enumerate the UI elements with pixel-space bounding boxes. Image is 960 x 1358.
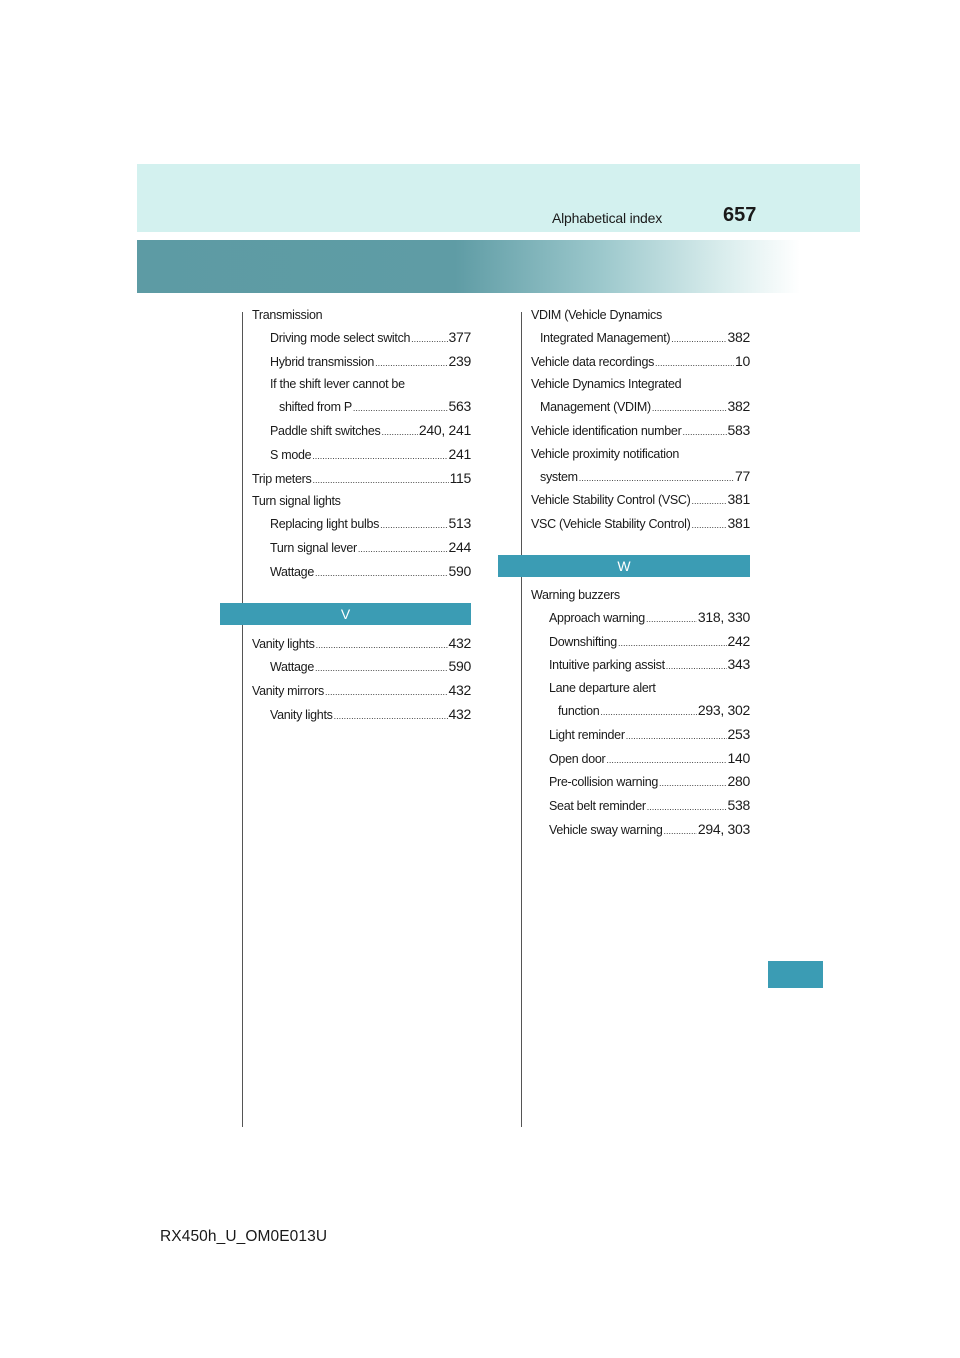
index-entry-page[interactable]: 77	[735, 467, 750, 484]
index-entry	[531, 631, 750, 655]
dot-leader	[671, 329, 726, 351]
index-entry-term: Intuitive parking assist	[549, 658, 665, 673]
index-entry	[252, 704, 471, 728]
index-entry-term: function	[558, 703, 600, 718]
index-entry-term: Hybrid transmission	[270, 354, 375, 369]
index-entry-term: Replacing light bulbs	[270, 517, 380, 532]
index-entry-term: Seat belt reminder	[549, 799, 646, 814]
index-entry	[531, 466, 750, 490]
index-entries-v	[252, 633, 471, 728]
index-entry	[531, 654, 750, 678]
index-entries-w	[531, 585, 750, 843]
index-entry	[531, 771, 750, 795]
index-entry-term: Management (VDIM)	[540, 400, 651, 415]
index-entry-term: Trip meters	[252, 471, 312, 486]
index-entry-page[interactable]: 513	[448, 515, 471, 532]
dot-leader	[600, 702, 697, 724]
index-entry-term: VDIM (Vehicle Dynamics	[531, 308, 662, 322]
index-entry-page[interactable]: 382	[727, 328, 750, 345]
section-header-w: W	[498, 555, 750, 577]
index-entry-page[interactable]: 318, 330	[697, 608, 750, 625]
index-entry	[531, 678, 750, 700]
index-entry-term: Wattage	[270, 660, 314, 675]
index-entry-term: Vehicle proximity notification	[531, 446, 680, 461]
index-entry	[252, 680, 471, 704]
index-entry-page[interactable]: 432	[448, 634, 471, 651]
dot-leader	[618, 633, 727, 655]
index-entry-term: Transmission	[252, 308, 323, 322]
index-entry-term: Vehicle data recordings	[531, 354, 655, 369]
index-entry	[531, 420, 750, 444]
index-entry-page[interactable]: 538	[727, 797, 750, 814]
index-entry-page[interactable]: 583	[727, 421, 750, 438]
index-entry	[252, 491, 471, 513]
index-entry-term: Vehicle sway warning	[549, 822, 663, 837]
index-entry-term: Warning buzzers	[531, 587, 620, 602]
index-entry-term: Turn signal lever	[270, 540, 357, 555]
dot-leader	[325, 682, 448, 704]
index-entry	[252, 468, 471, 492]
index-entry	[252, 537, 471, 561]
index-entry-page[interactable]: 280	[727, 773, 750, 790]
dot-leader	[692, 515, 727, 537]
index-entry	[531, 513, 750, 537]
index-entry-page[interactable]: 432	[448, 705, 471, 722]
index-entry-page[interactable]: 240, 241	[418, 421, 471, 438]
index-entry-page[interactable]: 381	[727, 491, 750, 508]
dot-leader	[579, 468, 734, 490]
dot-leader	[652, 398, 727, 420]
index-entry-term: Vanity mirrors	[252, 684, 324, 699]
index-entry-term: Approach warning	[549, 610, 645, 625]
index-entry	[531, 585, 750, 607]
index-entry-term: Downshifting	[549, 634, 617, 649]
index-entry-page[interactable]: 382	[727, 398, 750, 415]
index-entry-term: Vanity lights	[270, 707, 333, 722]
index-entry-page[interactable]: 381	[727, 515, 750, 532]
section-header-v: V	[220, 603, 471, 625]
dot-leader	[411, 329, 447, 351]
index-entry	[531, 724, 750, 748]
dot-leader	[353, 398, 448, 420]
index-entry-term: Driving mode select switch	[270, 330, 411, 345]
header-gradient-bar	[137, 240, 800, 293]
index-entry-term: VSC (Vehicle Stability Control)	[531, 517, 691, 532]
dot-leader	[646, 609, 697, 631]
index-entry	[252, 374, 471, 396]
dot-leader	[334, 706, 448, 728]
dot-leader	[682, 422, 726, 444]
dot-leader	[358, 539, 448, 561]
index-entry-term: Paddle shift switches	[270, 423, 381, 438]
dot-leader	[666, 656, 727, 678]
dot-leader	[664, 821, 697, 843]
index-entry	[252, 420, 471, 444]
index-entry	[531, 607, 750, 631]
index-entry-page[interactable]: 432	[448, 682, 471, 699]
index-entry	[252, 513, 471, 537]
index-entry-page[interactable]: 253	[727, 725, 750, 742]
index-entry	[531, 305, 750, 327]
dot-leader	[626, 726, 727, 748]
index-entry	[252, 351, 471, 375]
index-entry	[531, 748, 750, 772]
index-entry	[531, 489, 750, 513]
index-entry	[252, 633, 471, 657]
manual-code-footer: RX450h_U_OM0E013U	[160, 1228, 328, 1245]
index-entry-page[interactable]: 590	[448, 658, 471, 675]
index-entry	[531, 700, 750, 724]
index-entry	[531, 374, 750, 396]
dot-leader	[312, 470, 448, 492]
index-entry-term: Light reminder	[549, 727, 625, 742]
index-entry-page[interactable]: 10	[735, 352, 750, 369]
index-entry-page[interactable]: 241	[448, 445, 471, 462]
dot-leader	[316, 635, 448, 657]
index-entry	[531, 396, 750, 420]
dot-leader	[315, 563, 448, 585]
index-column-1	[252, 305, 471, 728]
index-entry-term: Open door	[549, 751, 606, 766]
page-header-title: Alphabetical index	[552, 210, 663, 226]
index-entry-term: Vehicle Dynamics Integrated	[531, 377, 682, 392]
index-entry-term: Lane departure alert	[549, 681, 656, 696]
index-entries-v-cont	[531, 305, 750, 537]
column-divider-right	[521, 312, 522, 1127]
dot-leader	[381, 422, 417, 444]
index-entry-term: Pre-collision warning	[549, 775, 659, 790]
index-entry	[252, 396, 471, 420]
index-entry-page[interactable]: 294, 303	[697, 820, 750, 837]
index-entry	[531, 819, 750, 843]
index-entry-page[interactable]: 244	[448, 538, 471, 555]
dot-leader	[315, 658, 448, 680]
index-entry	[531, 795, 750, 819]
dot-leader	[692, 491, 727, 513]
index-entry	[531, 351, 750, 375]
dot-leader	[312, 446, 447, 468]
index-entry	[531, 444, 750, 466]
index-entry	[252, 305, 471, 327]
index-entry-page[interactable]: 293, 302	[697, 701, 750, 718]
index-entries-t	[252, 305, 471, 585]
index-entry-page[interactable]: 140	[727, 749, 750, 766]
index-entry-term: Integrated Management)	[540, 330, 671, 345]
index-entry-term: Vehicle Stability Control (VSC)	[531, 493, 691, 508]
index-entry	[252, 327, 471, 351]
page-number: 657	[723, 204, 757, 226]
dot-leader	[606, 750, 726, 772]
index-entry-term: Wattage	[270, 564, 314, 579]
index-column-2	[531, 305, 750, 843]
dot-leader	[655, 353, 734, 375]
index-entry-term: system	[540, 469, 578, 484]
index-entry-page[interactable]: 563	[448, 398, 471, 415]
index-entry-page[interactable]: 377	[448, 328, 471, 345]
index-entry-page[interactable]: 239	[448, 352, 471, 369]
column-divider-left	[242, 312, 243, 1127]
index-entry-page[interactable]: 590	[448, 562, 471, 579]
index-entry-term: S mode	[270, 447, 312, 462]
dot-leader	[375, 353, 447, 375]
index-entry	[531, 327, 750, 351]
index-entry	[252, 561, 471, 585]
dot-leader	[380, 515, 447, 537]
index-entry	[252, 656, 471, 680]
index-entry-term: shifted from P	[279, 400, 352, 415]
index-entry-term: Vanity lights	[252, 636, 315, 651]
index-entry	[252, 444, 471, 468]
index-entry-term: Turn signal lights	[252, 494, 341, 509]
index-entry-page[interactable]: 115	[449, 469, 471, 486]
index-entry-term: Vehicle identification number	[531, 423, 682, 438]
index-entry-term: If the shift lever cannot be	[270, 377, 405, 392]
dot-leader	[647, 797, 727, 819]
index-entry-page[interactable]: 343	[727, 656, 750, 673]
index-entry-page[interactable]: 242	[727, 632, 750, 649]
section-tab-marker	[768, 961, 823, 988]
dot-leader	[659, 773, 727, 795]
